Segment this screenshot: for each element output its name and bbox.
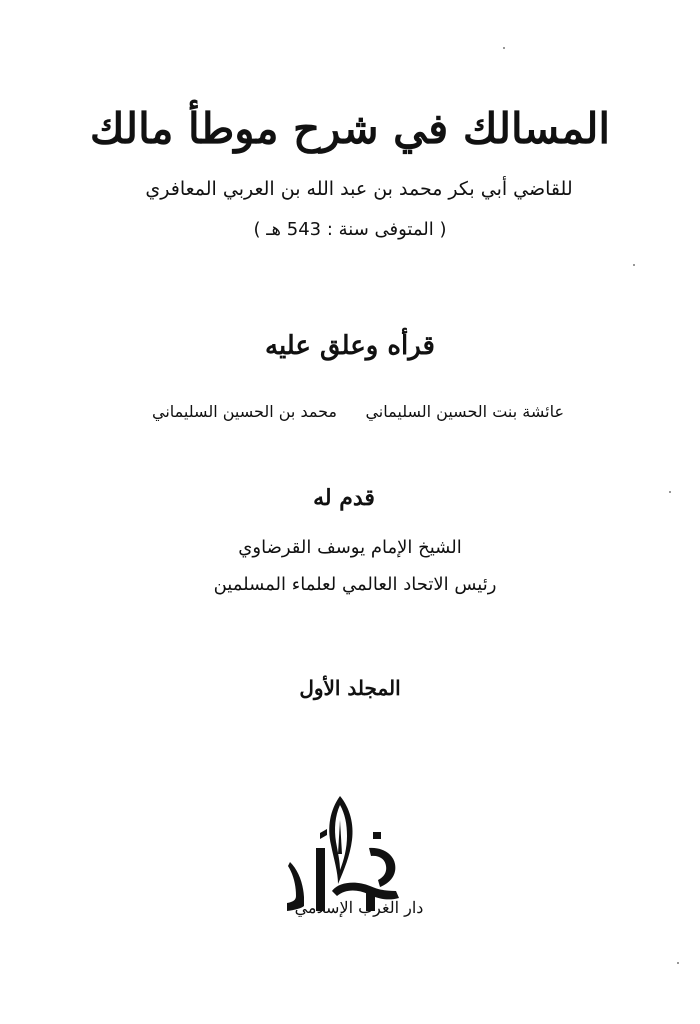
introducer-name: الشيخ الإمام يوسف القرضاوي [238,537,462,558]
introduction-heading: قدم له [313,485,375,511]
volume-label: المجلد الأول [299,676,401,700]
editor-name: محمد بن الحسين السليماني [152,402,337,421]
scan-speck [633,264,635,266]
editor-name: عائشة بنت الحسين السليماني [365,402,564,421]
death-date: ( المتوفى سنة : 543 هـ ) [253,219,447,240]
editing-heading: قرأه وعلق عليه [265,331,435,361]
scan-speck [669,491,671,493]
editors-row [0,402,700,426]
author-line: للقاضي أبي بكر محمد بن عبد الله بن العربي المعافري [145,178,573,200]
scan-speck [503,47,505,49]
introducer-role: رئيس الاتحاد العالمي لعلماء المسلمين [213,574,497,595]
publisher-name: دار الغرب الإسلامي [294,898,424,917]
scan-speck [677,962,679,964]
book-title: المسالك في شرح موطأ مالك [89,104,611,153]
